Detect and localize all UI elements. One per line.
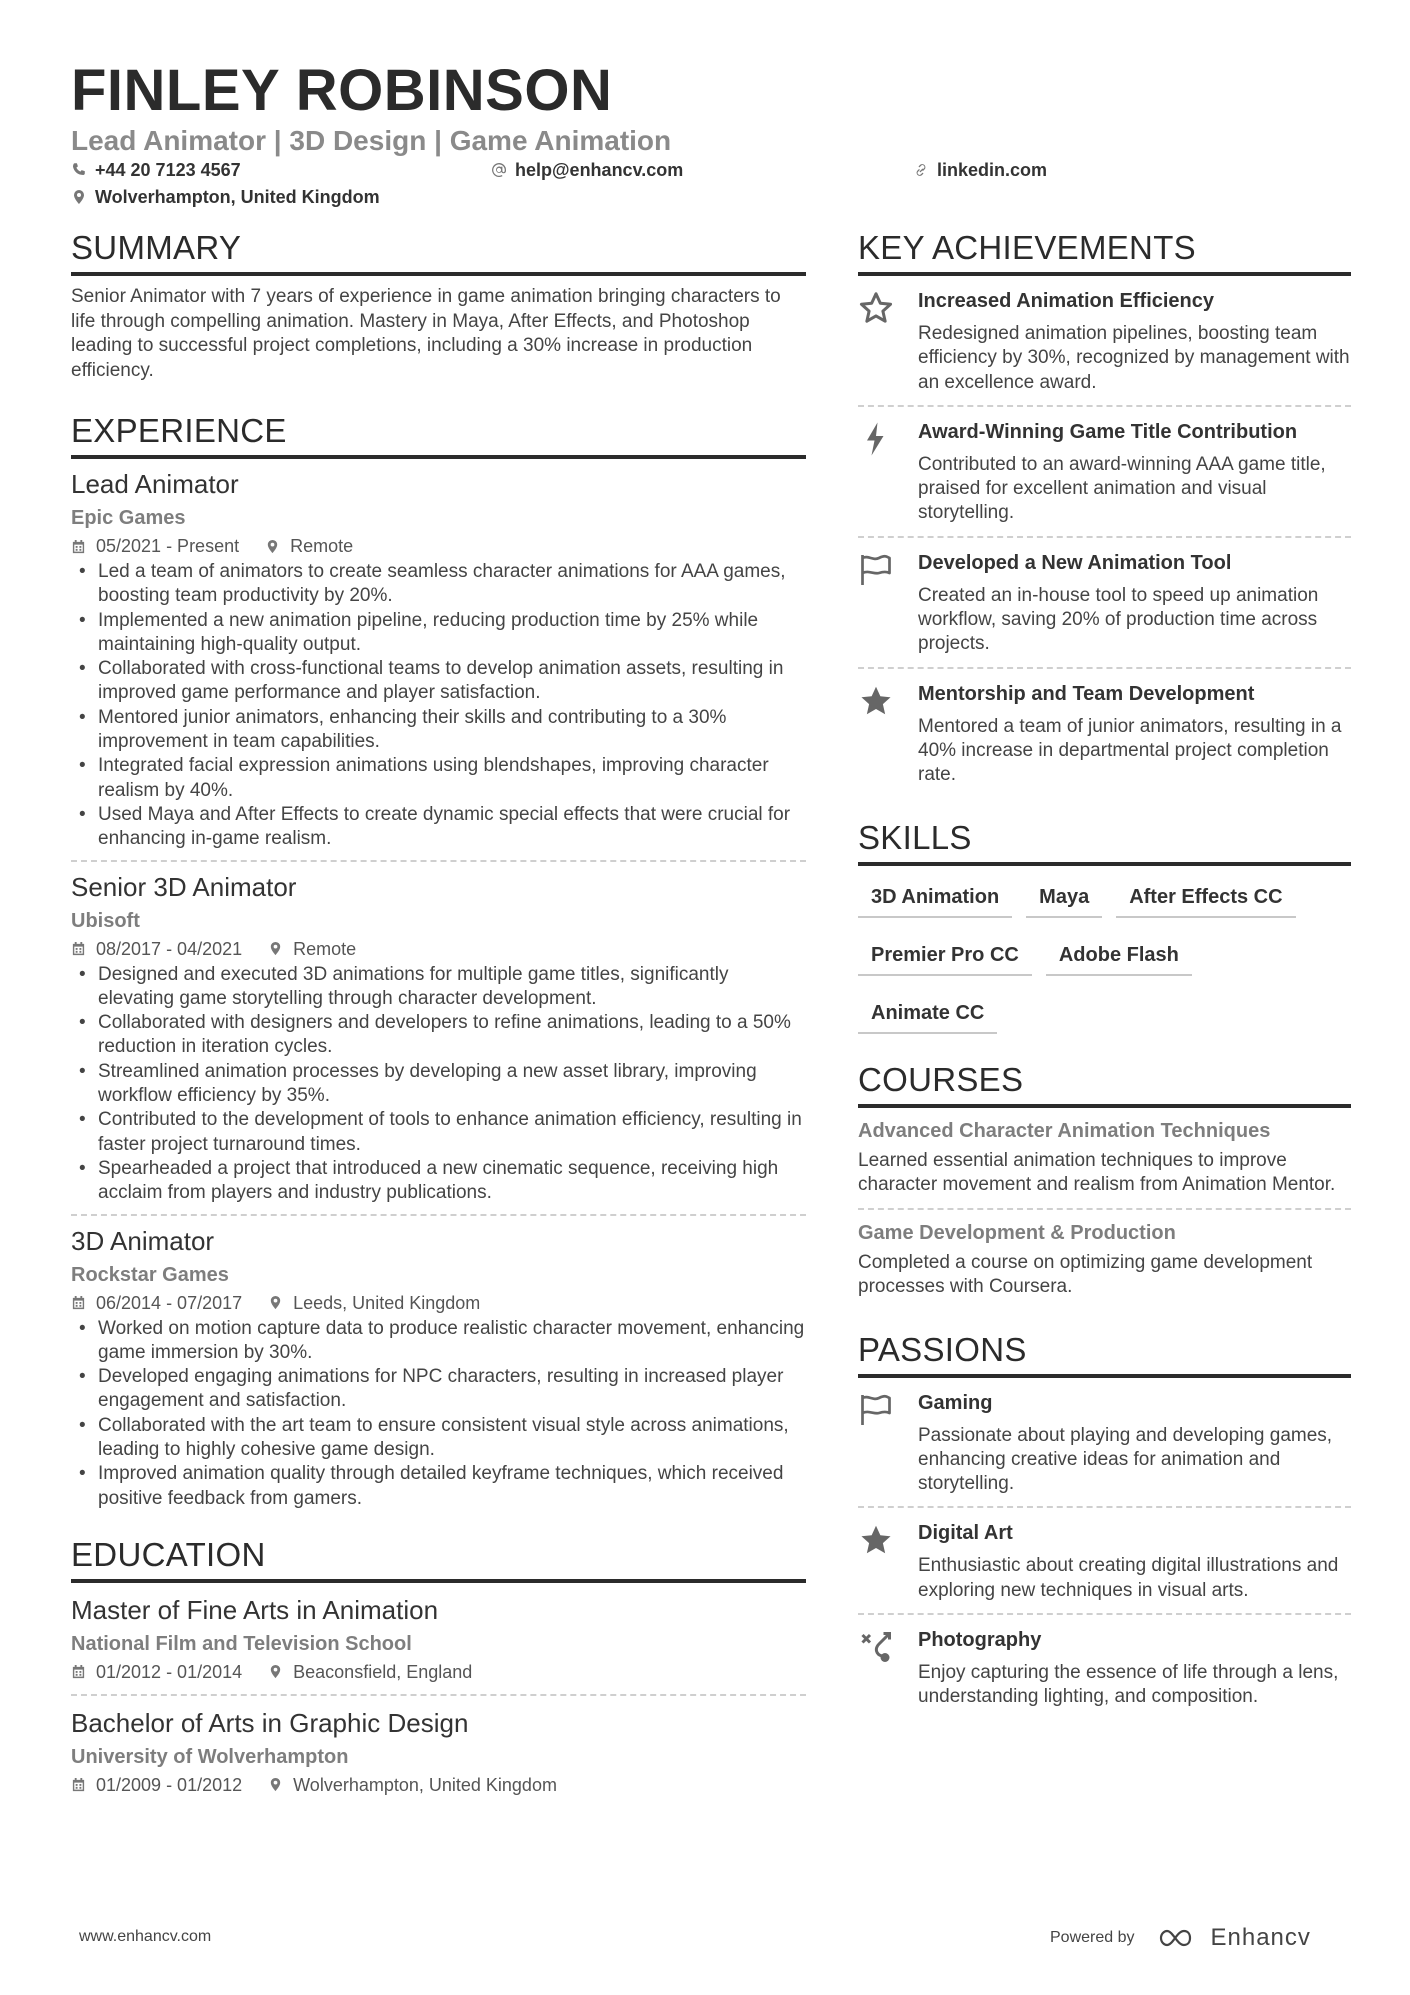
star-filled-icon xyxy=(858,1522,894,1558)
location-pin-icon xyxy=(268,1664,283,1679)
left-column xyxy=(71,226,806,1807)
job-location: Remote xyxy=(293,938,357,959)
calendar-icon xyxy=(71,1777,86,1792)
email-text[interactable]: help@enhancv.com xyxy=(515,160,684,180)
achievement-title: Developed a New Animation Tool xyxy=(918,551,1232,574)
summary-heading: SUMMARY xyxy=(71,226,806,276)
passion-icon-wrap xyxy=(858,1390,918,1497)
passion-desc: Passionate about playing and developing games, enhancing creative ideas for animation and storytelling. xyxy=(918,1424,1333,1495)
skill-tag: Animate CC xyxy=(858,996,997,1034)
job-bullet: • Worked on motion capture data to produce realistic character movement, enhancing game immersion by 30%. xyxy=(71,1317,806,1366)
skill-tag: Adobe Flash xyxy=(1046,938,1192,976)
courses-section xyxy=(858,1058,1351,1310)
passion-title: Gaming xyxy=(918,1391,993,1414)
job-entry xyxy=(71,862,806,1216)
job-entry xyxy=(71,1216,806,1519)
achievement-title: Increased Animation Efficiency xyxy=(918,290,1215,312)
achievement-desc: Redesigned animation pipelines, boosting team efficiency by 30%, recognized by management with an excellence award. xyxy=(918,323,1350,393)
education-school: University of Wolverhampton xyxy=(71,1745,349,1768)
education-school: National Film and Television School xyxy=(71,1632,412,1655)
achievement-item xyxy=(858,276,1351,407)
education-meta xyxy=(71,1773,806,1797)
passion-title: Photography xyxy=(918,1629,1042,1652)
job-meta xyxy=(71,534,806,558)
job-entry xyxy=(71,459,806,862)
location-pin-icon xyxy=(265,539,280,554)
education-degree: Master of Fine Arts in Animation xyxy=(71,1594,439,1625)
contact-linkedin xyxy=(913,159,1047,181)
flag-icon xyxy=(858,552,894,588)
course-desc: Learned essential animation techniques to improve character movement and realism from Animation Mentor. xyxy=(858,1149,1336,1196)
passions-heading: PASSIONS xyxy=(858,1328,1351,1378)
education-heading: EDUCATION xyxy=(71,1533,806,1583)
achievement-icon-wrap xyxy=(858,419,918,526)
location-pin-icon xyxy=(268,1295,283,1310)
location-pin-icon xyxy=(71,189,87,205)
summary-text: Senior Animator with 7 years of experience in game animation bringing characters to life through compelling animation. Mastery in Maya, After Effects, and Photoshop leading to successful project completions, including a 30% increase in production efficiency. xyxy=(71,286,781,381)
enhancv-logo-icon xyxy=(1157,1927,1203,1949)
lightning-icon xyxy=(858,421,894,457)
education-meta xyxy=(71,1660,806,1684)
course-title: Advanced Character Animation Techniques xyxy=(858,1119,1271,1142)
brand-name: Enhancv xyxy=(1210,1924,1311,1951)
achievements-section xyxy=(858,226,1351,798)
contact-phone xyxy=(71,159,241,181)
job-bullets xyxy=(71,560,806,852)
location-pin-icon xyxy=(268,1777,283,1792)
experience-heading: EXPERIENCE xyxy=(71,409,806,459)
courses-heading: COURSES xyxy=(858,1058,1351,1108)
link-icon xyxy=(913,162,929,178)
job-location: Leeds, United Kingdom xyxy=(293,1292,481,1313)
passion-item xyxy=(858,1615,1351,1720)
location-text: Wolverhampton, United Kingdom xyxy=(95,187,380,207)
contact-email xyxy=(491,159,683,181)
skill-tag: After Effects CC xyxy=(1116,880,1295,918)
course-item xyxy=(858,1108,1351,1210)
skill-tag: Premier Pro CC xyxy=(858,938,1032,976)
passion-icon-wrap xyxy=(858,1520,918,1603)
calendar-icon xyxy=(71,539,86,554)
job-location: Remote xyxy=(290,536,354,556)
right-column xyxy=(858,226,1351,1720)
job-dates: 05/2021 - Present xyxy=(96,536,240,556)
skill-tag: 3D Animation xyxy=(858,880,1012,918)
calendar-icon xyxy=(71,941,86,956)
job-bullet: • Collaborated with cross-functional teams to develop animation assets, resulting in improved game performance and player satisfaction. xyxy=(71,657,806,706)
job-bullet: • Spearheaded a project that introduced a new cinematic sequence, receiving high acclaim from players and industry publications. xyxy=(71,1157,806,1206)
footer-website[interactable]: www.enhancv.com xyxy=(79,1928,212,1945)
passion-item xyxy=(858,1508,1351,1615)
flag-icon xyxy=(858,1392,894,1428)
contact-location xyxy=(71,186,380,208)
star-filled-icon xyxy=(858,683,894,719)
education-location: Beaconsfield, England xyxy=(293,1661,473,1682)
course-desc: Completed a course on optimizing game development processes with Coursera. xyxy=(858,1251,1313,1298)
achievement-item xyxy=(858,538,1351,669)
calendar-icon xyxy=(71,1664,86,1679)
job-bullet: • Led a team of animators to create seamless character animations for AAA games, boosting team productivity by 20%. xyxy=(71,560,806,609)
passion-desc: Enjoy capturing the essence of life through a lens, understanding lighting, and composition. xyxy=(918,1662,1339,1708)
job-company: Epic Games xyxy=(71,507,186,529)
at-icon xyxy=(491,162,507,178)
skills-list xyxy=(858,866,1351,1054)
job-bullet: • Improved animation quality through detailed keyframe techniques, which received positive feedback from gamers. xyxy=(71,1462,806,1511)
passion-icon-wrap xyxy=(858,1627,918,1710)
linkedin-text[interactable]: linkedin.com xyxy=(937,160,1048,180)
education-entry xyxy=(71,1696,806,1807)
job-role: 3D Animator xyxy=(71,1225,215,1256)
achievement-item xyxy=(858,669,1351,798)
powered-by-label: Powered by xyxy=(1050,1929,1135,1946)
passion-item xyxy=(858,1378,1351,1509)
achievements-heading: KEY ACHIEVEMENTS xyxy=(858,226,1351,276)
skill-tag: Maya xyxy=(1026,880,1102,918)
course-title: Game Development & Production xyxy=(858,1221,1176,1244)
job-dates: 06/2014 - 07/2017 xyxy=(96,1292,243,1313)
experience-section xyxy=(71,409,806,1519)
achievement-desc: Contributed to an award-winning AAA game title, praised for excellent animation and visual storytelling. xyxy=(918,453,1326,524)
education-dates: 01/2012 - 01/2014 xyxy=(96,1661,243,1682)
calendar-icon xyxy=(71,1295,86,1310)
footer-branding xyxy=(1050,1924,1311,1952)
education-location: Wolverhampton, United Kingdom xyxy=(293,1774,557,1795)
job-bullet: • Contributed to the development of tools to enhance animation efficiency, resulting in faster project turnaround times. xyxy=(71,1108,806,1157)
job-bullet: • Mentored junior animators, enhancing their skills and contributing to a 30% improvement in team capabilities. xyxy=(71,706,806,755)
job-role: Senior 3D Animator xyxy=(71,871,297,902)
job-bullet: • Used Maya and After Effects to create dynamic special effects that were crucial for enhancing in-game realism. xyxy=(71,803,806,852)
skills-section xyxy=(858,816,1351,1054)
job-bullet: • Collaborated with the art team to ensure consistent visual style across animations, leading to highly cohesive game design. xyxy=(71,1414,806,1463)
achievement-icon-wrap xyxy=(858,681,918,788)
education-section xyxy=(71,1533,806,1807)
job-bullet: • Collaborated with designers and developers to refine animations, leading to a 50% reduction in iteration cycles. xyxy=(71,1011,806,1060)
achievement-desc: Created an in-house tool to speed up animation workflow, saving 20% of production time across projects. xyxy=(918,584,1319,655)
achievement-title: Mentorship and Team Development xyxy=(918,682,1255,705)
brand-logo[interactable] xyxy=(1157,1924,1311,1952)
star-outline-icon xyxy=(858,290,894,326)
course-item xyxy=(858,1210,1351,1310)
job-role: Lead Animator xyxy=(71,469,239,499)
location-pin-icon xyxy=(268,941,283,956)
job-meta xyxy=(71,1291,806,1315)
job-bullet: • Streamlined animation processes by developing a new asset library, improving workflow efficiency by 35%. xyxy=(71,1060,806,1109)
candidate-title: Lead Animator | 3D Design | Game Animation xyxy=(71,125,672,156)
job-dates: 08/2017 - 04/2021 xyxy=(96,938,243,959)
job-bullets xyxy=(71,963,806,1206)
route-icon xyxy=(858,1629,894,1665)
passions-section xyxy=(858,1328,1351,1720)
achievement-item xyxy=(858,407,1351,538)
achievement-icon-wrap xyxy=(858,550,918,657)
passion-desc: Enthusiastic about creating digital illustrations and exploring new techniques in visual arts. xyxy=(918,1555,1339,1601)
achievement-title: Award-Winning Game Title Contribution xyxy=(918,420,1298,443)
job-bullets xyxy=(71,1317,806,1511)
job-bullet: • Integrated facial expression animations using blendshapes, improving character realism by 40%. xyxy=(71,754,806,803)
education-degree: Bachelor of Arts in Graphic Design xyxy=(71,1707,469,1738)
achievement-icon-wrap xyxy=(858,288,918,395)
job-bullet: • Implemented a new animation pipeline, reducing production time by 25% while maintaining high-quality output. xyxy=(71,609,806,658)
phone-icon xyxy=(71,162,87,178)
passion-title: Digital Art xyxy=(918,1522,1013,1545)
phone-text[interactable]: +44 20 7123 4567 xyxy=(95,160,241,180)
achievement-desc: Mentored a team of junior animators, resulting in a 40% increase in departmental project completion rate. xyxy=(918,715,1342,786)
skills-heading: SKILLS xyxy=(858,816,1351,866)
job-company: Ubisoft xyxy=(71,909,140,932)
summary-section xyxy=(71,226,806,383)
education-entry xyxy=(71,1583,806,1696)
job-bullet: • Designed and executed 3D animations for multiple game titles, significantly elevating game storytelling through character development. xyxy=(71,963,806,1012)
job-meta xyxy=(71,937,806,961)
job-company: Rockstar Games xyxy=(71,1263,229,1286)
job-bullet: • Developed engaging animations for NPC characters, resulting in increased player engagement and satisfaction. xyxy=(71,1365,806,1414)
education-dates: 01/2009 - 01/2012 xyxy=(96,1774,243,1795)
candidate-name: FINLEY ROBINSON xyxy=(71,58,613,123)
